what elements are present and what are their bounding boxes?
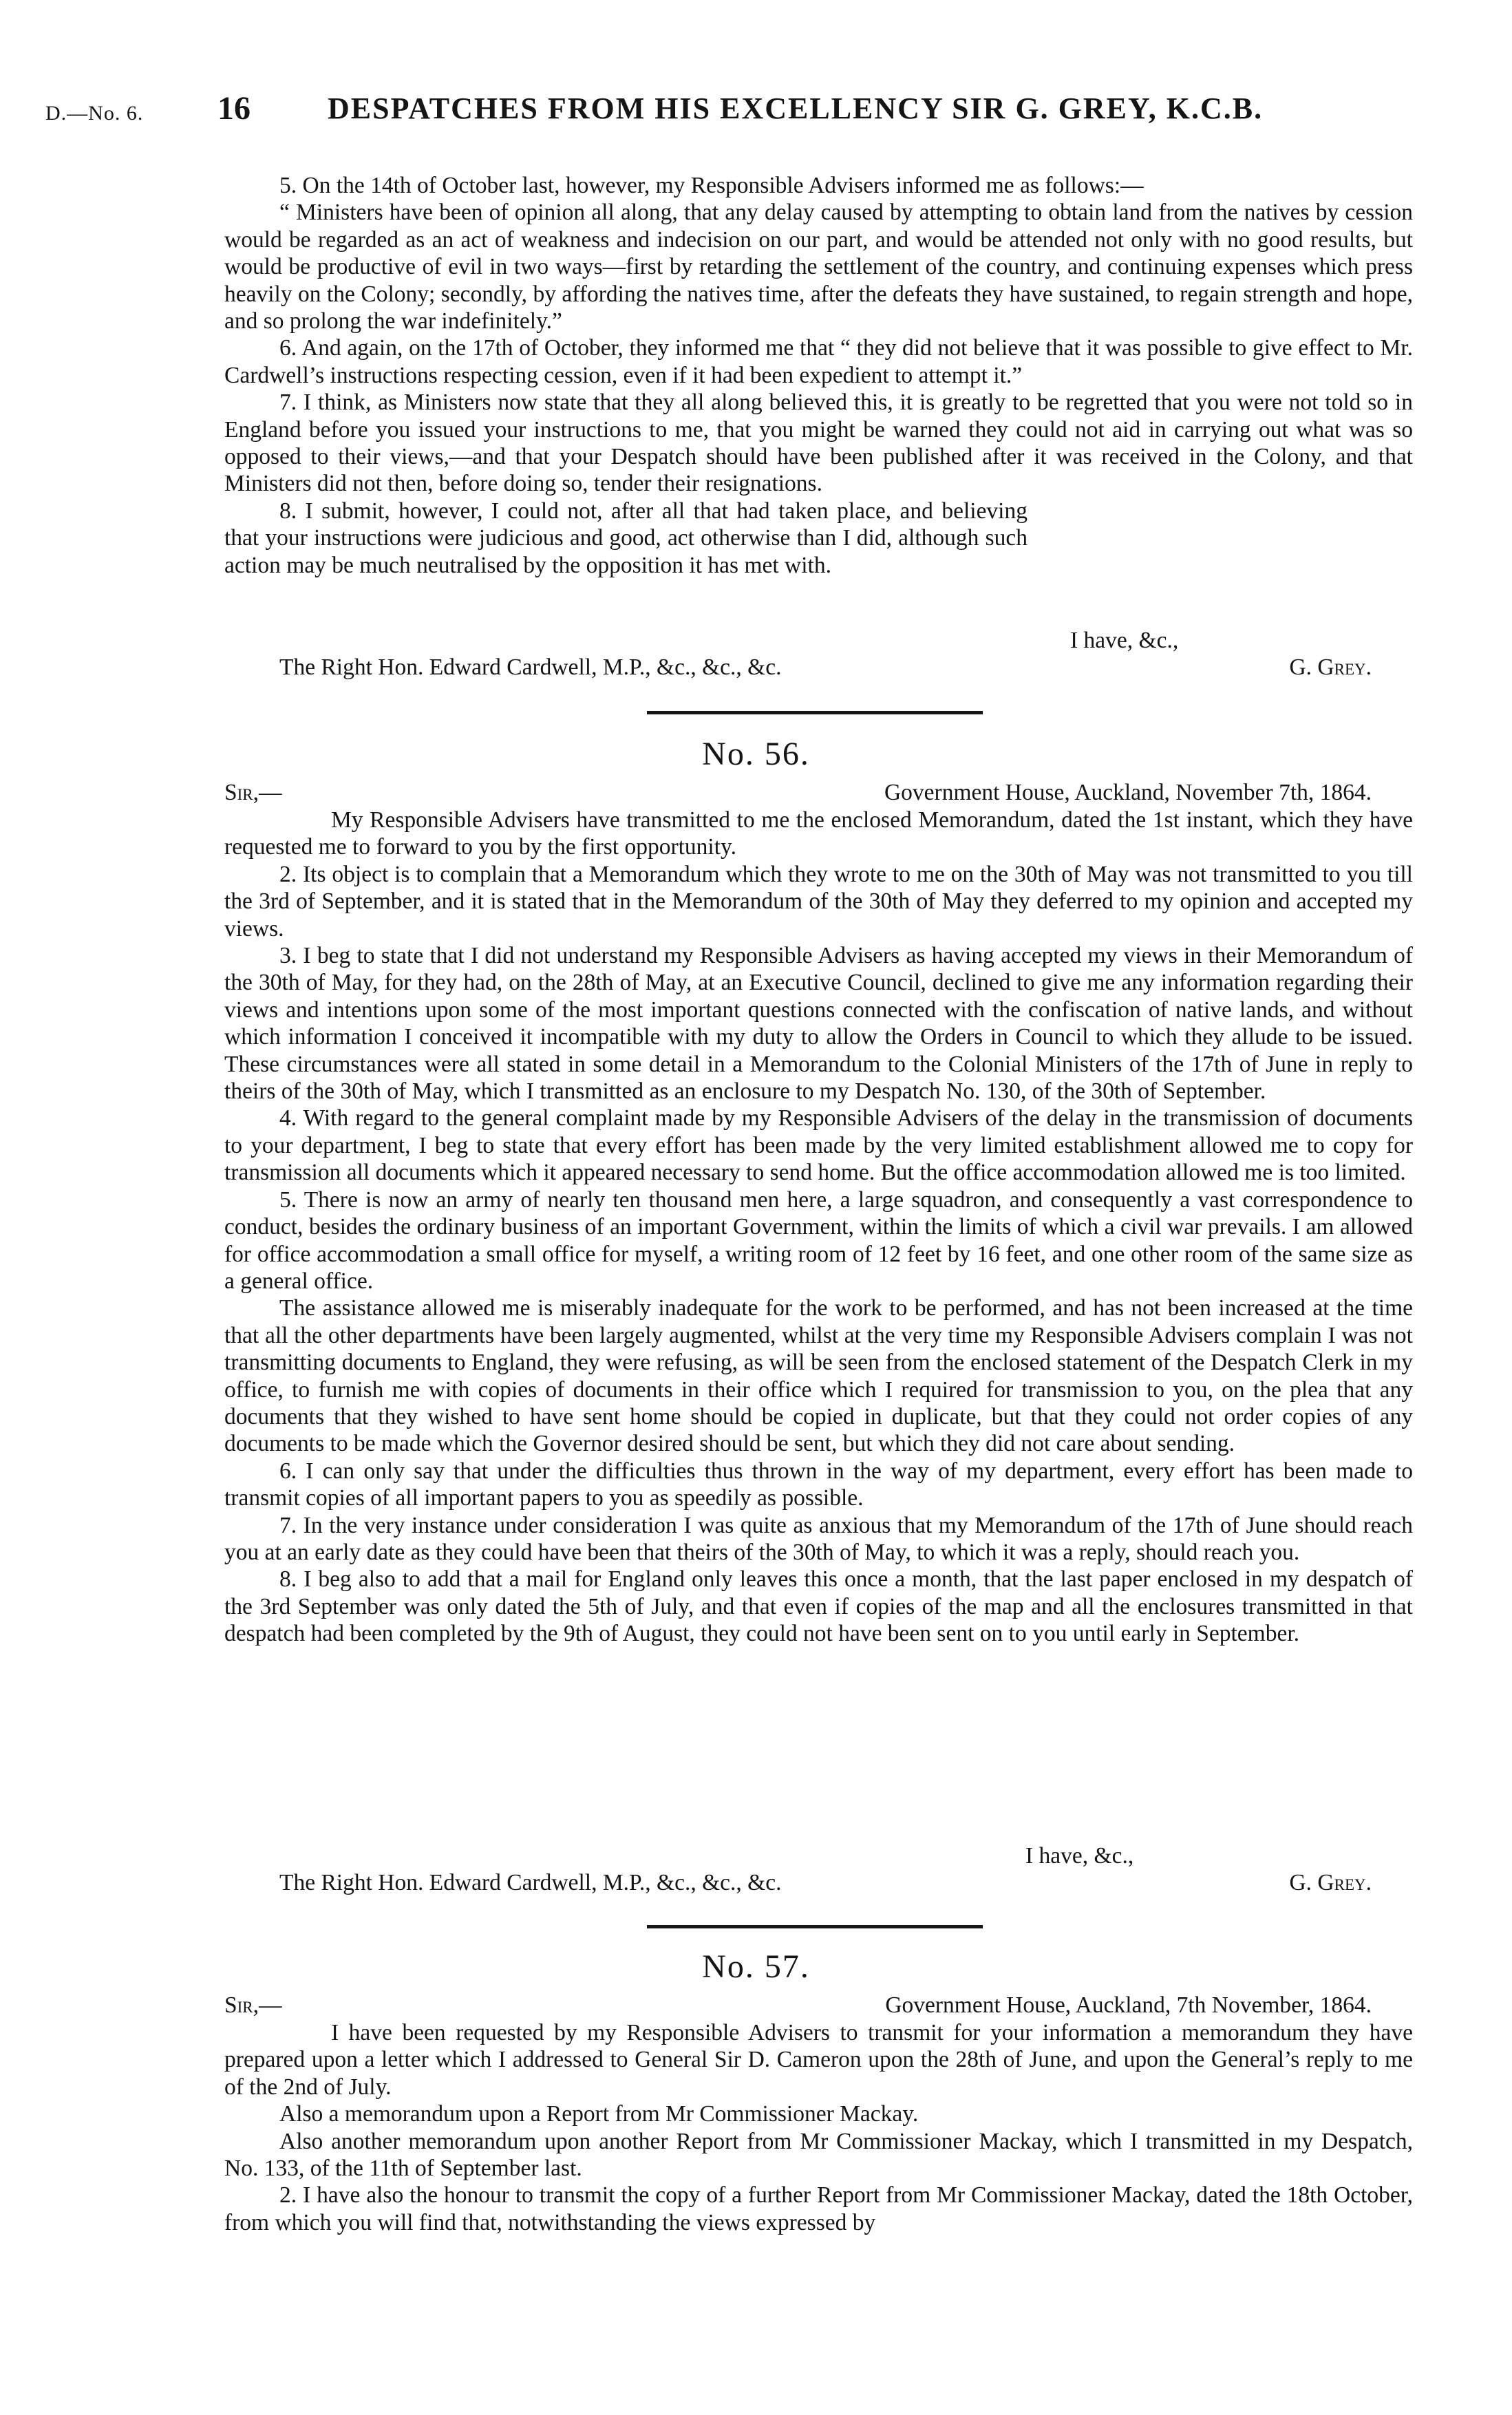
paragraph: 2. Its object is to complain that a Memorandum which they wrote to me on the 30th of May was not transmitted to you till the 3rd of September, and it is stated that in the Memorandum of the 30th of May they deferred to my opinion and accepted my views.	[224, 861, 1413, 941]
despatch-56-body	[224, 807, 1413, 1648]
signature: G. Grey.	[1289, 655, 1372, 680]
page-number: 16	[217, 90, 251, 127]
addressee-signature-line	[224, 654, 1413, 681]
page-header	[45, 88, 1422, 136]
signature: G. Grey.	[1289, 1870, 1372, 1895]
closing-formula: I have, &c.,	[1070, 628, 1179, 653]
salutation: Sir,—	[224, 1992, 282, 2018]
paragraph: 5. On the 14th of October last, however, my Responsible Advisers informed me as follows:—	[279, 173, 1144, 198]
addressee-signature-line	[224, 1869, 1413, 1897]
running-title: DESPATCHES FROM HIS EXCELLENCY SIR G. GREY, K.C.B.	[328, 92, 1264, 125]
addressee: The Right Hon. Edward Cardwell, M.P., &c., &c., &c.	[279, 1870, 782, 1895]
salutation-line	[224, 779, 1413, 807]
place-date: Government House, Auckland, November 7th, 1864.	[884, 780, 1372, 805]
section-divider	[647, 711, 983, 714]
addressee: The Right Hon. Edward Cardwell, M.P., &c., &c., &c.	[279, 655, 782, 680]
paragraph: 8. I submit, however, I could not, after all that had taken place, and believing that your instructions were judicious and good, act otherwise than I did, although such action may be much neutralised by the opposition it has met with.	[224, 498, 1027, 578]
paragraph: I have been requested by my Responsible Advisers to transmit for your information a memorandum they have prepared upon a letter which I addressed to General Sir D. Cameron upon the 28th of June, and upon the General’s reply to me of the 2nd of July.	[224, 2020, 1413, 2100]
closing-formula: I have, &c.,	[1025, 1843, 1134, 1869]
paragraph: Also a memorandum upon a Report from Mr Commissioner Mackay.	[279, 2101, 919, 2127]
paragraph: “ Ministers have been of opinion all along, that any delay caused by attempting to obtain land from the natives by cession would be regarded as an act of weakness and indecision on our part, and would be attended not only with no good results, but would be productive of evil in two ways—first by retarding the settlement of the country, and continuing expenses which press heavily on the Colony; secondly, by affording the natives time, after the defeats they have sustained, to regain strength and hope, and so prolong the war indefinitely.”	[224, 200, 1413, 334]
paragraph: The assistance allowed me is miserably inadequate for the work to be performed, and has not been increased at the time that all the other departments have been largely augmented, whilst at the very time my Responsible Advisers complain I was not transmitting documents to England, they were refusing, as will be seen from the enclosed statement of the Despatch Clerk in my office, to furnish me with copies of documents in their office which I required for transmission to you, on the plea that any documents that they wished to have sent home should be copied in duplicate, but that they could not order copies of any documents to be made which the Governor desired should be sent, but which they did not care about sending.	[224, 1295, 1413, 1457]
paragraph: 7. I think, as Ministers now state that they all along believed this, it is greatly to be regretted that you were not told so in England before you issued your instructions to me, that you might be warned they could not aid in carrying out what was so opposed to their views,—and that your Despatch should have been published after it was received in the Colony, and that Ministers did not then, before doing so, tender their resignations.	[224, 390, 1413, 497]
paragraph: Also another memorandum upon another Report from Mr Commissioner Mackay, which I transmitted in my Despatch, No. 133, of the 11th of September last.	[224, 2128, 1413, 2182]
paragraph: 5. There is now an army of nearly ten thousand men here, a large squadron, and consequently a vast correspondence to conduct, besides the ordinary business of an important Government, within the limits of which a civil war prevails. I am allowed for office accommodation a small office for myself, a writing room of 12 feet by 16 feet, and one other room of the same size as a general office.	[224, 1187, 1413, 1294]
section-divider	[647, 1925, 983, 1928]
place-date: Government House, Auckland, 7th November, 1864.	[885, 1992, 1372, 2018]
salutation: Sir,—	[224, 780, 282, 805]
salutation-line	[224, 1992, 1413, 2019]
despatch-number: No. 57.	[702, 1948, 810, 1985]
despatch-55-continuation	[224, 172, 1413, 579]
paragraph: My Responsible Advisers have transmitted to me the enclosed Memorandum, dated the 1st instant, which they have requested me to forward to you by the first opportunity.	[224, 807, 1413, 860]
paragraph: 8. I beg also to add that a mail for England only leaves this once a month, that the last paper enclosed in my despatch of the 3rd September was only dated the 5th of July, and that even if copies of the map and all the enclosures transmitted in that despatch had been completed by the 9th of August, they could not have been sent on to you until early in September.	[224, 1566, 1413, 1647]
despatch-57-body	[224, 2019, 1413, 2236]
paragraph: 4. With regard to the general complaint made by my Responsible Advisers of the delay in the transmission of documents to your department, I beg to state that every effort has been made by the very limited establishment allowed me to copy for transmission all documents which it appeared necessary to send home. But the office accommodation allowed me is too limited.	[224, 1105, 1413, 1186]
paragraph: 6. And again, on the 17th of October, they informed me that “ they did not believe that it was possible to give effect to Mr. Cardwell’s instructions respecting cession, even if it had been expedient to attempt it.”	[224, 335, 1413, 388]
despatch-number: No. 56.	[702, 736, 810, 772]
paragraph: 3. I beg to state that I did not understand my Responsible Advisers as having accepted my views in their Memorandum of the 30th of May, for they had, on the 28th of May, at an Executive Council, declined to give me any information regarding their views and intentions upon some of the most important questions connected with the confiscation of native lands, and without which information I conceived it incompatible with my duty to allow the Orders in Council to which they allude to be issued. These circumstances were all stated in some detail in a Memorandum to the Colonial Ministers of the 17th of June in reply to theirs of the 30th of May, which I transmitted as an enclosure to my Despatch No. 130, of the 30th of September.	[224, 943, 1413, 1105]
paragraph: 6. I can only say that under the difficulties thus thrown in the way of my department, every effort has been made to transmit copies of all important papers to you as speedily as possible.	[224, 1458, 1413, 1511]
paragraph: 2. I have also the honour to transmit the copy of a further Report from Mr Commissioner Mackay, dated the 18th October, from which you will find that, notwithstanding the views expressed by	[224, 2182, 1413, 2235]
paragraph: 7. In the very instance under consideration I was quite as anxious that my Memorandum of the 17th of June should reach you at an early date as they could have been that theirs of the 30th of May, to which it was a reply, should reach you.	[224, 1512, 1413, 1565]
document-reference: D.—No. 6.	[45, 102, 144, 125]
